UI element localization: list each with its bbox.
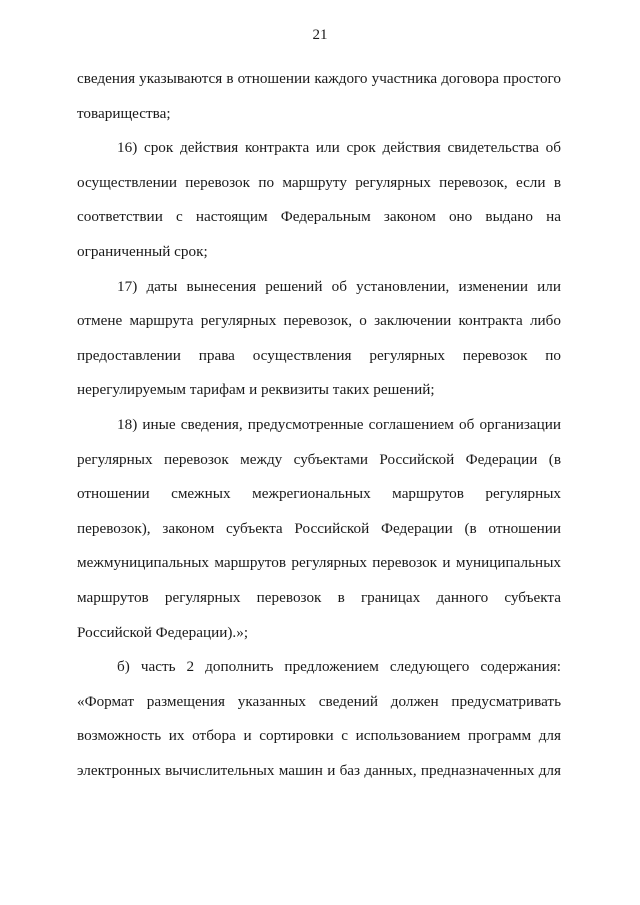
paragraph-item-18: 18) иные сведения, предусмотренные соглашением об организации регулярных перевозок между субъектами Российской Федерации (в отношении смежных межрегиональных маршрутов регулярных перевозок), законом субъекта Российской Федерации (в отношении межмуниципальных маршрутов регулярных перевозок и муниципальных маршрутов регулярных перевозок в границах данного субъекта Российской Федерации).»; (77, 415, 561, 641)
paragraph-item-b: б) часть 2 дополнить предложением следующего содержания: «Формат размещения указанных сведений должен предусматривать возможность их отбора и сортировки с использованием программ для электронных вычислительных машин и баз данных, предназначенных для (77, 658, 561, 779)
paragraph-continuation: сведения указываются в отношении каждого участника договора простого товарищества; (77, 70, 561, 122)
paragraph-item-16: 16) срок действия контракта или срок действия свидетельства об осуществлении перевозок по маршруту регулярных перевозок, если в соответствии с настоящим Федеральным законом оно выдано на ограниченный срок; (77, 139, 561, 260)
paragraph-item-17: 17) даты вынесения решений об установлении, изменении или отмене маршрута регулярных перевозок, о заключении контракта либо предоставлении права осуществления регулярных перевозок по нерегулируемым тарифам и реквизиты таких решений; (77, 277, 561, 399)
document-body (77, 62, 561, 788)
page-number: 21 (312, 27, 328, 43)
